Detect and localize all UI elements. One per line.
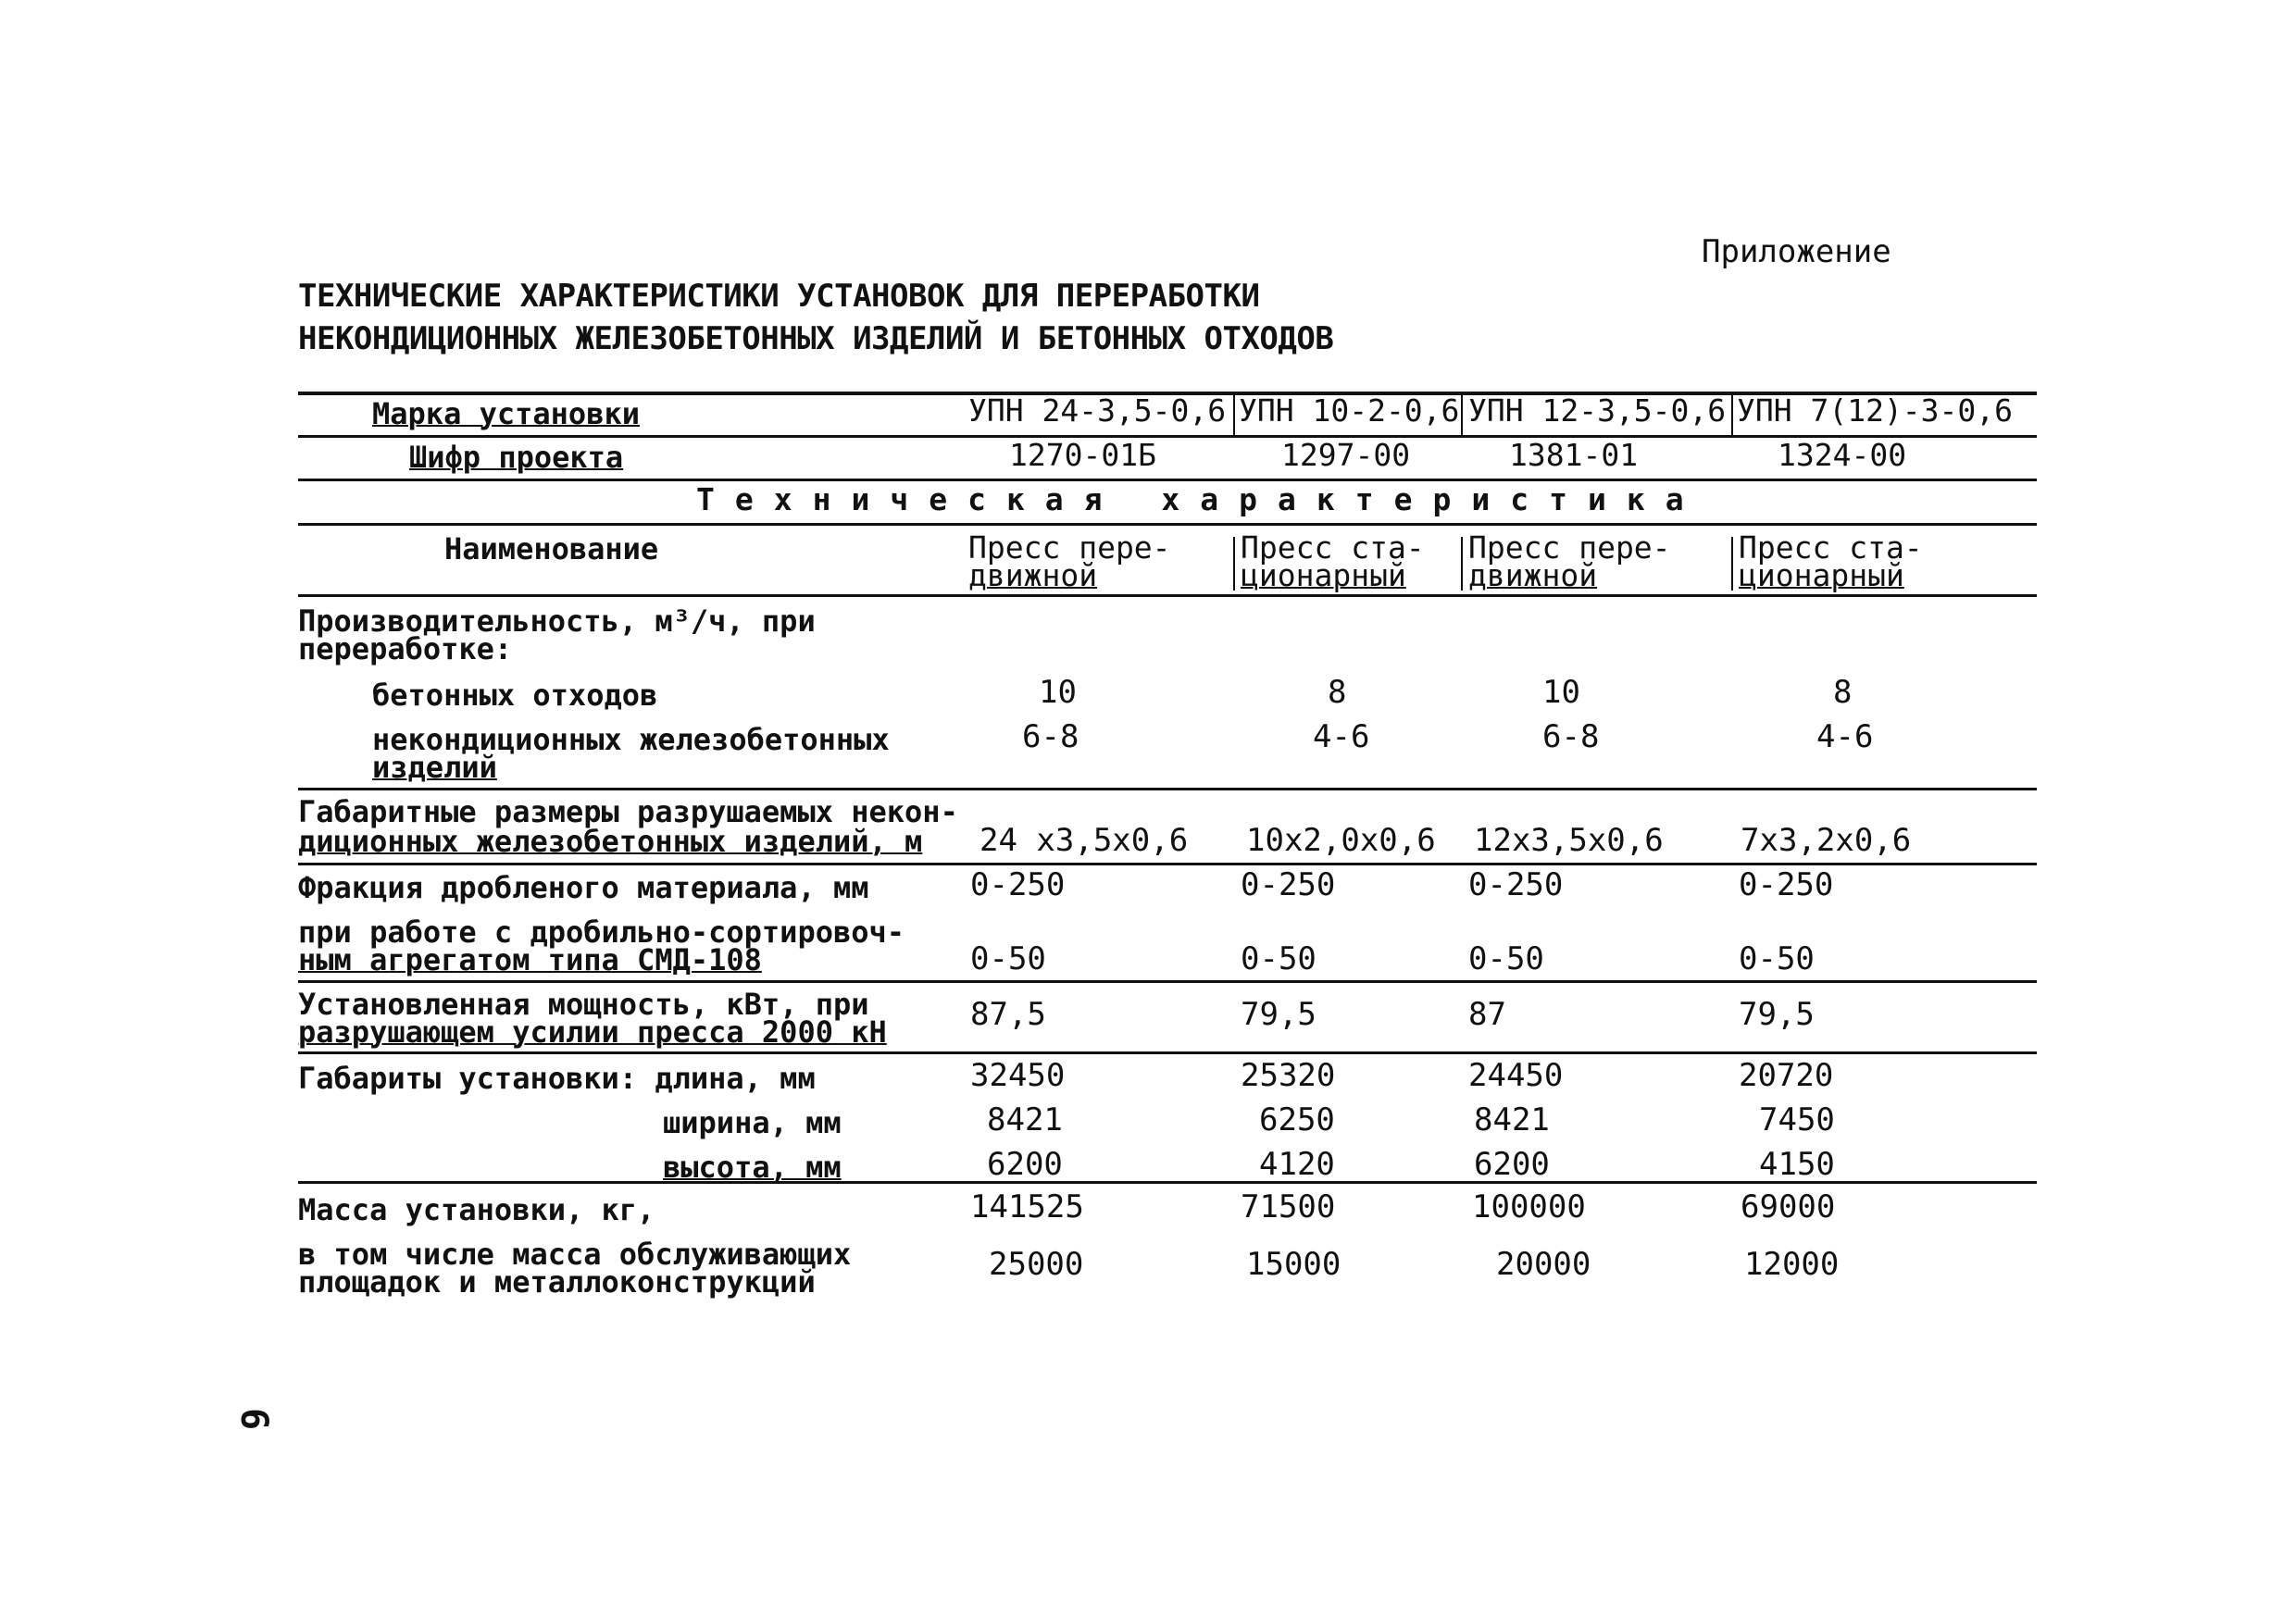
smd-1: 0-50 bbox=[970, 940, 1046, 977]
column-separator bbox=[1731, 394, 1733, 435]
power-3: 87 bbox=[1468, 996, 1506, 1033]
page-number: 6 bbox=[232, 1407, 276, 1431]
rule bbox=[298, 435, 2037, 438]
platform-mass-label-1: в том числе масса обслуживающих bbox=[298, 1237, 852, 1272]
appendix-label: Приложение bbox=[1702, 233, 1891, 270]
mass-3: 100000 bbox=[1472, 1188, 1586, 1225]
concrete-waste-4: 8 bbox=[1833, 674, 1853, 711]
code-1: 1270-01Б bbox=[1009, 437, 1156, 473]
brand-label: Марка установки bbox=[372, 396, 640, 431]
type-3-line-1: Пресс пере- bbox=[1468, 529, 1671, 566]
rule bbox=[298, 1051, 2037, 1054]
column-separator bbox=[1461, 537, 1463, 591]
type-2-line-1: Пресс ста- bbox=[1241, 529, 1425, 566]
height-2: 4120 bbox=[1259, 1146, 1335, 1183]
dimensions-3: 12х3,5х0,6 bbox=[1474, 822, 1664, 859]
width-1: 8421 bbox=[987, 1101, 1063, 1138]
platform-mass-label-2: площадок и металлоконструкций bbox=[298, 1264, 816, 1300]
productivity-label-1: Производительность, м³/ч, при bbox=[298, 603, 816, 639]
mass-label: Масса установки, кг, bbox=[298, 1192, 655, 1227]
rc-items-4: 4-6 bbox=[1816, 718, 1874, 755]
mass-1: 141525 bbox=[970, 1188, 1084, 1225]
mass-2: 71500 bbox=[1241, 1188, 1336, 1225]
fraction-label: Фракция дробленого материала, мм bbox=[298, 870, 869, 905]
type-1-line-1: Пресс пере- bbox=[968, 529, 1171, 566]
brand-4: УПН 7(12)-3-0,6 bbox=[1737, 392, 2014, 429]
type-1-line-2: движной bbox=[968, 557, 1098, 593]
type-4-line-2: ционарный bbox=[1739, 557, 1904, 593]
width-2: 6250 bbox=[1259, 1101, 1335, 1138]
section-title: Техническая характеристика bbox=[696, 481, 1704, 517]
power-4: 79,5 bbox=[1739, 996, 1815, 1033]
height-1: 6200 bbox=[987, 1146, 1063, 1183]
type-4-line-1: Пресс ста- bbox=[1739, 529, 1923, 566]
concrete-waste-label: бетонных отходов bbox=[372, 678, 658, 713]
dimensions-2: 10х2,0х0,6 bbox=[1246, 822, 1436, 859]
fraction-2: 0-250 bbox=[1241, 866, 1336, 903]
rc-items-label-2: изделий bbox=[372, 750, 497, 785]
fraction-1: 0-250 bbox=[970, 866, 1066, 903]
power-2: 79,5 bbox=[1241, 996, 1316, 1033]
type-3-line-2: движной bbox=[1468, 557, 1598, 593]
mass-4: 69000 bbox=[1741, 1188, 1836, 1225]
concrete-waste-3: 10 bbox=[1542, 674, 1580, 711]
power-1: 87,5 bbox=[970, 996, 1046, 1033]
smd-3: 0-50 bbox=[1468, 940, 1544, 977]
column-separator bbox=[1233, 394, 1235, 435]
length-1: 32450 bbox=[970, 1057, 1066, 1094]
dimensions-4: 7х3,2х0,6 bbox=[1741, 822, 1912, 859]
smd-label-1: при работе с дробильно-сортировоч- bbox=[298, 914, 905, 950]
code-3: 1381-01 bbox=[1509, 437, 1639, 473]
concrete-waste-2: 8 bbox=[1328, 674, 1347, 711]
platform-mass-2: 15000 bbox=[1246, 1246, 1341, 1283]
length-4: 20720 bbox=[1739, 1057, 1834, 1094]
width-4: 7450 bbox=[1759, 1101, 1835, 1138]
document-title-line-1: ТЕХНИЧЕСКИЕ ХАРАКТЕРИСТИКИ УСТАНОВОК ДЛЯ ПЕРЕРАБОТКИ bbox=[298, 278, 1260, 315]
brand-2: УПН 10-2-0,6 bbox=[1239, 392, 1460, 429]
power-label-2: разрушающем усилии пресса 2000 кН bbox=[298, 1014, 887, 1050]
width-3: 8421 bbox=[1474, 1101, 1550, 1138]
code-label: Шифр проекта bbox=[409, 440, 624, 475]
smd-4: 0-50 bbox=[1739, 940, 1815, 977]
rc-items-1: 6-8 bbox=[1022, 718, 1079, 755]
name-column-header: Наименование bbox=[444, 531, 659, 566]
platform-mass-4: 12000 bbox=[1744, 1246, 1840, 1283]
column-separator bbox=[1461, 394, 1463, 435]
rule bbox=[298, 594, 2037, 597]
height-4: 4150 bbox=[1759, 1146, 1835, 1183]
rc-items-3: 6-8 bbox=[1542, 718, 1600, 755]
fraction-3: 0-250 bbox=[1468, 866, 1564, 903]
rc-items-label-1: некондиционных железобетонных bbox=[372, 722, 890, 757]
length-label: Габариты установки: длина, мм bbox=[298, 1061, 816, 1096]
rule bbox=[298, 863, 2037, 865]
platform-mass-3: 20000 bbox=[1496, 1246, 1591, 1283]
length-3: 24450 bbox=[1468, 1057, 1564, 1094]
type-2-line-2: ционарный bbox=[1241, 557, 1406, 593]
productivity-label-2: переработке: bbox=[298, 631, 513, 666]
concrete-waste-1: 10 bbox=[1039, 674, 1077, 711]
height-3: 6200 bbox=[1474, 1146, 1550, 1183]
smd-2: 0-50 bbox=[1241, 940, 1316, 977]
rule bbox=[298, 788, 2037, 790]
code-4: 1324-00 bbox=[1778, 437, 1907, 473]
power-label-1: Установленная мощность, кВт, при bbox=[298, 987, 869, 1022]
length-2: 25320 bbox=[1241, 1057, 1336, 1094]
brand-1: УПН 24-3,5-0,6 bbox=[968, 392, 1227, 429]
brand-3: УПН 12-3,5-0,6 bbox=[1468, 392, 1727, 429]
platform-mass-1: 25000 bbox=[989, 1246, 1084, 1283]
dimensions-label-2: диционных железобетонных изделий, м bbox=[298, 824, 923, 859]
document-title-line-2: НЕКОНДИЦИОННЫХ ЖЕЛЕЗОБЕТОННЫХ ИЗДЕЛИЙ И БЕТОННЫХ ОТХОДОВ bbox=[298, 320, 1334, 357]
dimensions-label-1: Габаритные размеры разрушаемых некон- bbox=[298, 794, 958, 829]
column-separator bbox=[1233, 537, 1235, 591]
rule bbox=[298, 980, 2037, 983]
code-2: 1297-00 bbox=[1281, 437, 1411, 473]
rule bbox=[298, 523, 2037, 526]
fraction-4: 0-250 bbox=[1739, 866, 1834, 903]
rc-items-2: 4-6 bbox=[1313, 718, 1370, 755]
smd-label-2: ным агрегатом типа СМД-108 bbox=[298, 942, 762, 977]
height-label: высота, мм bbox=[663, 1150, 842, 1185]
column-separator bbox=[1731, 537, 1733, 591]
width-label: ширина, мм bbox=[663, 1105, 842, 1140]
dimensions-1: 24 х3,5х0,6 bbox=[980, 822, 1189, 859]
